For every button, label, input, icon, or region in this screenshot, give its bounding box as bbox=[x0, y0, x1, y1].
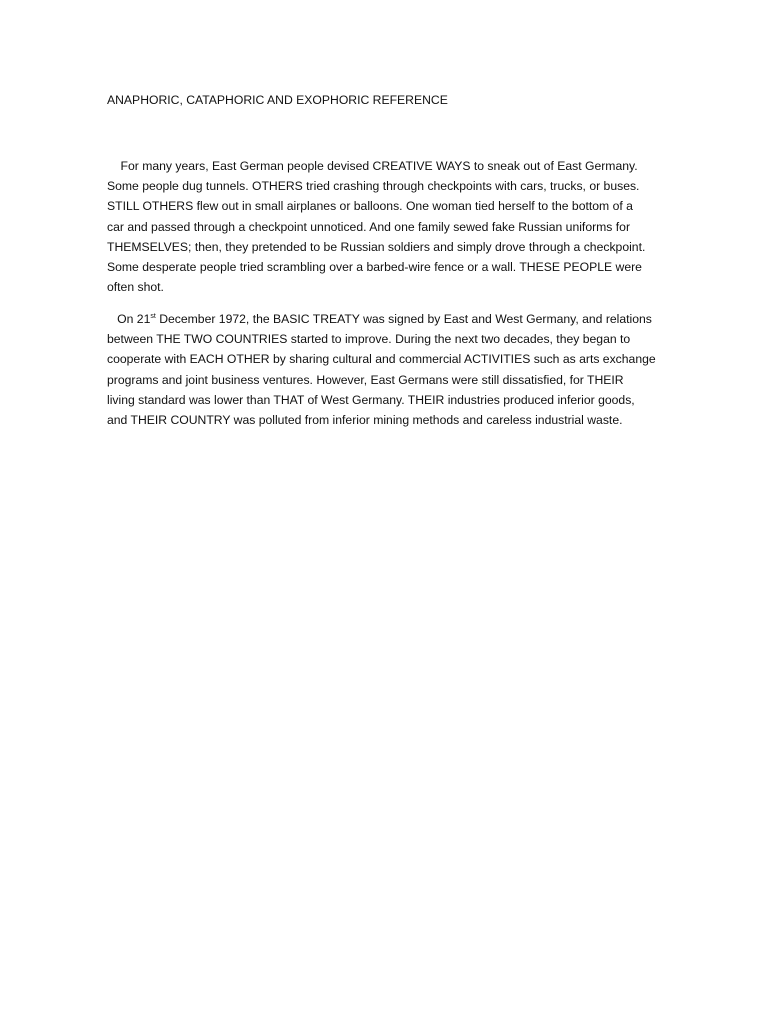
paragraph-1-line: often shot. bbox=[107, 280, 164, 295]
paragraph-1-line: For many years, East German people devised CREATIVE WAYS to sneak out of East Germany. bbox=[107, 159, 638, 173]
paragraph-2 bbox=[107, 309, 662, 430]
paragraph-2-line: living standard was lower than THAT of West Germany. THEIR industries produced inferior goods, bbox=[107, 392, 635, 407]
paragraph-1-line: car and passed through a checkpoint unnoticed. And one family sewed fake Russian uniforms for bbox=[107, 219, 631, 234]
document-title: ANAPHORIC, CATAPHORIC AND EXOPHORIC REFERENCE bbox=[107, 93, 448, 107]
paragraph-1-line: Some desperate people tried scrambling over a barbed-wire fence or a wall. THESE PEOPLE were bbox=[107, 260, 642, 275]
paragraph-2-prefix: On 21 bbox=[107, 312, 151, 326]
paragraph-1-line: STILL OTHERS flew out in small airplanes or balloons. One woman tied herself to the bottom of a bbox=[107, 199, 633, 214]
paragraph-2-first-line-rest: December 1972, the BASIC TREATY was signed by East and West Germany, and relations bbox=[155, 312, 652, 326]
paragraph-1-line: THEMSELVES; then, they pretended to be Russian soldiers and simply drove through a checkpoint. bbox=[107, 239, 646, 254]
paragraph-2-first-line bbox=[107, 309, 662, 329]
paragraph-1-line: Some people dug tunnels. OTHERS tried crashing through checkpoints with cars, trucks, or buses. bbox=[107, 179, 640, 194]
paragraph-2-line: cooperate with EACH OTHER by sharing cultural and commercial ACTIVITIES such as arts exchange bbox=[107, 352, 656, 367]
paragraph-2-line: between THE TWO COUNTRIES started to improve. During the next two decades, they began to bbox=[107, 332, 631, 347]
ordinal-superscript: st bbox=[150, 313, 156, 320]
paragraph-2-line: programs and joint business ventures. However, East Germans were still dissatisfied, for THEIR bbox=[107, 372, 624, 387]
paragraph-2-line: and THEIR COUNTRY was polluted from inferior mining methods and careless industrial waste. bbox=[107, 413, 623, 428]
paragraph-1 bbox=[107, 156, 662, 297]
